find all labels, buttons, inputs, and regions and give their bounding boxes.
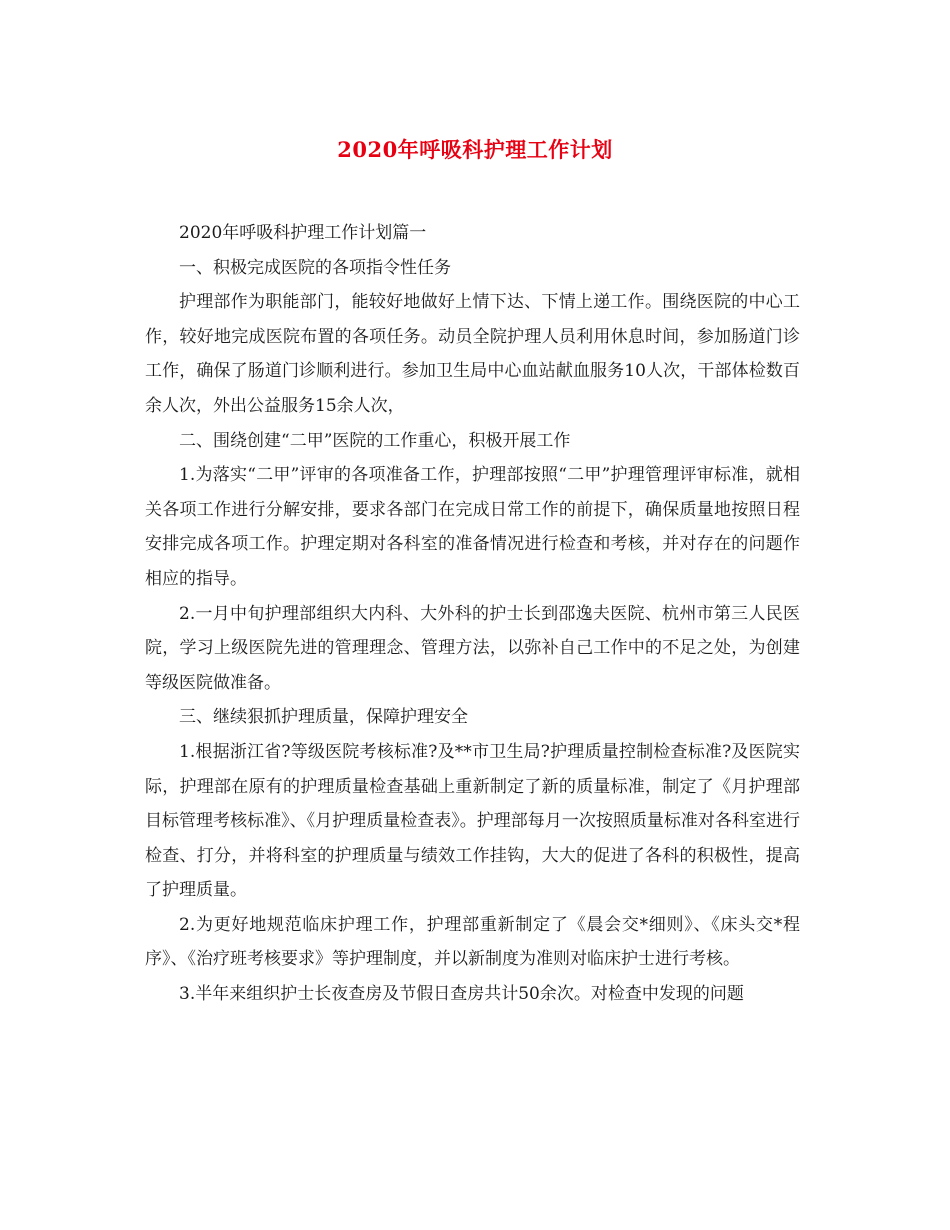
document-title: 2020年呼吸科护理工作计划 <box>337 137 613 162</box>
paragraph: 1.为落实“二甲”评审的各项准备工作，护理部按照“二甲”护理管理评审标准，就相关各项工作进行分解安排，要求各部门在完成日常工作的前提下，确保质量地按照日程安排完成各项工作。护理定期对各科室的准备情况进行检查和考核，并对存在的问题作相应的指导。 <box>145 465 800 589</box>
section-heading-3: 三、继续狠抓护理质量，保障护理安全 <box>179 707 468 728</box>
paragraph: 2.为更好地规范临床护理工作，护理部重新制定了《晨会交*细则》、《床头交*程序》、《治疗班考核要求》等护理制度，并以新制度为准则对临床护士进行考核。 <box>145 914 800 970</box>
document-body <box>145 216 800 1012</box>
section-heading-2: 二、围绕创建“二甲”医院的工作重心，积极开展工作 <box>179 430 571 451</box>
paragraph: 3.半年来组织护士长夜查房及节假日查房共计50余次。对检查中发现的问题 <box>179 984 744 1005</box>
paragraph: 1.根据浙江省?等级医院考核标准?及**市卫生局?护理质量控制检查标准?及医院实际，护理部在原有的护理质量检查基础上重新制定了新的质量标准，制定了《月护理部目标管理考核标准》、《月护理质量检查表》。护理部每月一次按照质量标准对各科室进行检查、打分，并将科室的护理质量与绩效工作挂钩，大大的促进了各科的积极性，提高了护理质量。 <box>145 741 800 901</box>
section-subtitle: 2020年呼吸科护理工作计划篇一 <box>179 223 427 243</box>
paragraph: 2.一月中旬护理部组织大内科、大外科的护士长到邵逸夫医院、杭州市第三人民医院，学习上级医院先进的管理理念、管理方法，以弥补自己工作中的不足之处，为创建等级医院做准备。 <box>145 603 800 693</box>
section-heading-1: 一、积极完成医院的各项指令性任务 <box>179 257 451 278</box>
paragraph: 护理部作为职能部门，能较好地做好上情下达、下情上递工作。围绕医院的中心工作，较好地完成医院布置的各项任务。动员全院护理人员利用休息时间，参加肠道门诊工作，确保了肠道门诊顺利进行。参加卫生局中心血站献血服务10人次，干部体检数百余人次，外出公益服务15余人次， <box>145 292 800 416</box>
